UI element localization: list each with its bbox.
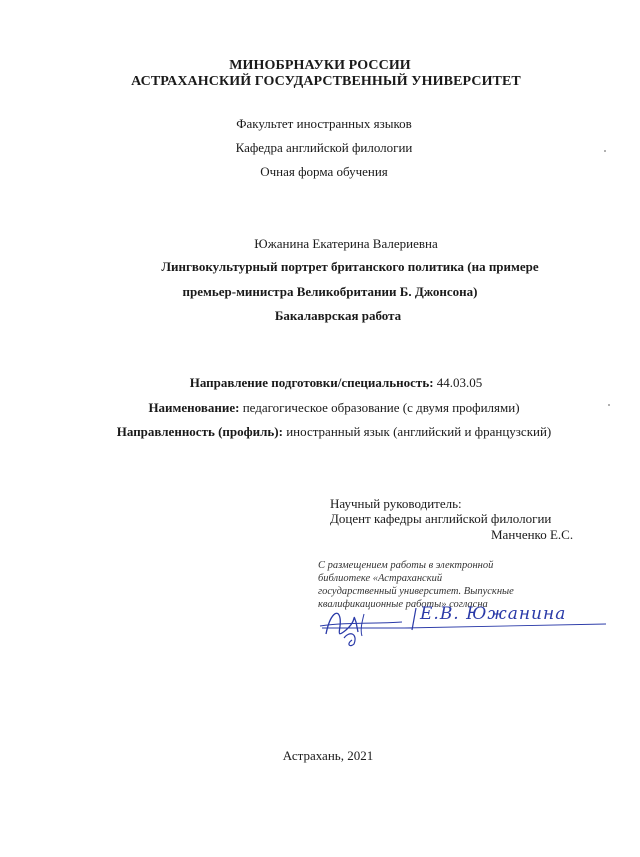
direction-value: 44.03.05 bbox=[436, 375, 483, 390]
author-name: Южанина Екатерина Валериевна bbox=[254, 236, 438, 251]
direction-line bbox=[16, 375, 640, 391]
profile-line bbox=[14, 424, 640, 440]
university-heading: АСТРАХАНСКИЙ ГОСУДАРСТВЕННЫЙ УНИВЕРСИТЕТ bbox=[131, 74, 521, 89]
thesis-title-line1: Лингвокультурный портрет британского политика (на примере bbox=[161, 259, 539, 274]
consent-line2: библиотеке «Астраханский bbox=[318, 573, 443, 584]
consent-line4: квалификационные работы» согласна bbox=[318, 599, 488, 610]
department-text: Кафедра английской филологии bbox=[235, 140, 413, 155]
study-form-text: Очная форма обучения bbox=[260, 164, 388, 179]
city-year: Астрахань, 2021 bbox=[282, 748, 374, 763]
work-type: Бакалаврская работа bbox=[274, 308, 402, 323]
direction-label: Направление подготовки/специальность: bbox=[189, 375, 434, 390]
supervisor-label: Научный руководитель: bbox=[330, 496, 462, 511]
faculty-text: Факультет иностранных языков bbox=[236, 116, 412, 131]
consent-line3: государственный университет. Выпускные bbox=[318, 586, 514, 597]
consent-line1: С размещением работы в электронной bbox=[318, 560, 494, 571]
scan-speck bbox=[604, 150, 606, 152]
program-name-label: Наименование: bbox=[148, 400, 240, 415]
supervisor-position: Доцент кафедры английской филологии bbox=[330, 511, 552, 526]
scan-speck bbox=[608, 404, 610, 406]
handwritten-name: Е.В. Южанина bbox=[420, 604, 567, 624]
program-name-line bbox=[14, 400, 640, 416]
supervisor-name: Манченко Е.С. bbox=[491, 527, 574, 542]
thesis-title-line2: премьер-министра Великобритании Б. Джонсона) bbox=[182, 284, 478, 299]
profile-value: иностранный язык (английский и французский) bbox=[286, 424, 552, 439]
profile-label: Направленность (профиль): bbox=[116, 424, 283, 439]
ministry-heading: МИНОБРНАУКИ РОССИИ bbox=[229, 58, 411, 73]
program-name-value: педагогическое образование (с двумя профилями) bbox=[242, 400, 520, 415]
